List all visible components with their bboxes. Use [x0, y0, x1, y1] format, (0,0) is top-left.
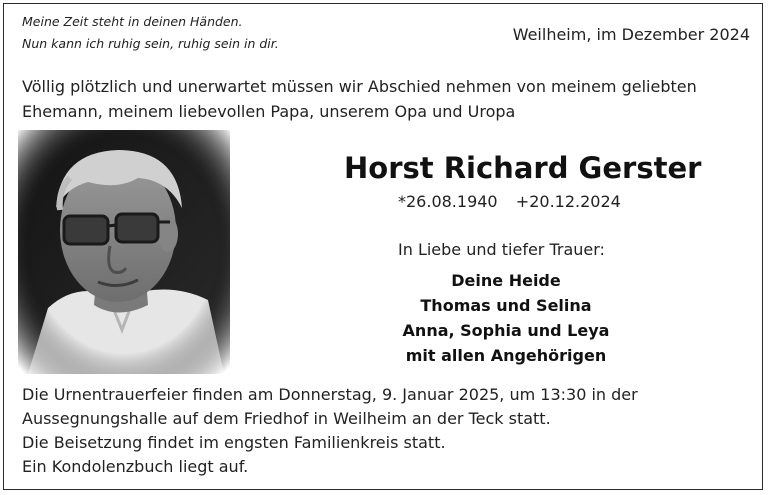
mourner-name: Anna, Sophia und Leya [402, 321, 610, 340]
mourning-intro: In Liebe und tiefer Trauer: [398, 240, 605, 259]
place-date: Weilheim, im Dezember 2024 [512, 25, 750, 44]
portrait-photo [18, 130, 230, 374]
life-dates [398, 192, 621, 211]
intro-line-1: Völlig plötzlich und unerwartet müssen wir Abschied nehmen von meinem geliebten [22, 77, 697, 96]
mourner-name: Deine Heide [451, 271, 561, 290]
verse-line-1: Meine Zeit steht in deinen Händen. [22, 14, 243, 29]
verse-line-2: Nun kann ich ruhig sein, ruhig sein in dir. [22, 36, 279, 51]
mourner-name: mit allen Angehörigen [405, 346, 607, 365]
closing-line-4: Ein Kondolenzbuch liegt auf. [22, 457, 249, 476]
mourner-name: Thomas und Selina [420, 296, 592, 315]
intro-line-2: Ehemann, meinem liebevollen Papa, unserem Opa und Uropa [22, 102, 516, 121]
closing-line-2: Aussegnungshalle auf dem Friedhof in Weilheim an der Teck statt. [22, 409, 551, 428]
closing-line-3: Die Beisetzung findet im engsten Familienkreis statt. [22, 433, 446, 452]
birth-date: *26.08.1940 [398, 192, 498, 211]
closing-line-1: Die Urnentrauerfeier finden am Donnerstag, 9. Januar 2025, um 13:30 in der [22, 385, 638, 404]
deceased-name: Horst Richard Gerster [344, 151, 702, 185]
death-date: +20.12.2024 [515, 192, 621, 211]
